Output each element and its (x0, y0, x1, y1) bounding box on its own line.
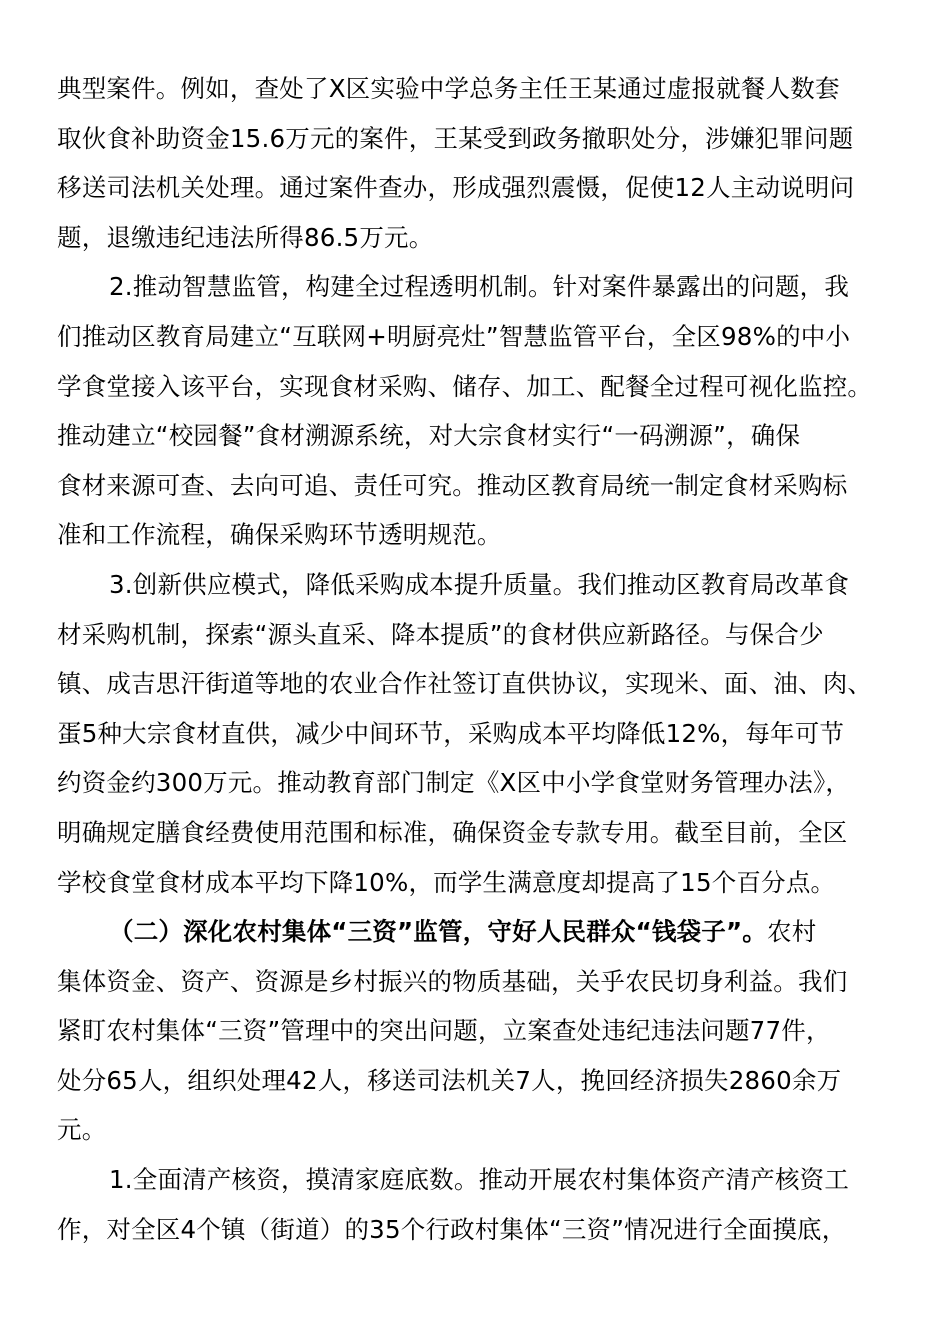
text-line: 材采购机制，探索“源头直采、降本提质”的食材供应新路径。与保合少 (57, 619, 824, 649)
paragraph-rural-assets (57, 907, 905, 1155)
heading-trailing-text: 农村 (767, 917, 817, 947)
text-line: 学食堂接入该平台，实现食材采购、储存、加工、配餐全过程可视化监控。 (57, 371, 873, 401)
text-line: 移送司法机关处理。通过案件查办，形成强烈震慑，促使12人主动说明问 (57, 173, 855, 203)
text-line: 明确规定膳食经费使用范围和标准，确保资金专款专用。截至目前，全区 (57, 817, 848, 847)
text-line: 作，对全区4个镇（街道）的35个行政村集体“三资”情况进行全面摸底， (57, 1214, 847, 1244)
text-line: 元。 (57, 1115, 107, 1145)
text-line: 3.创新供应模式，降低采购成本提升质量。我们推动区教育局改革食 (109, 569, 850, 599)
text-line: 蛋5种大宗食材直供，减少中间环节，采购成本平均降低12%，每年可节 (57, 718, 845, 748)
text-line: 处分65人，组织处理42人，移送司法机关7人，挽回经济损失2860余万 (57, 1065, 842, 1095)
text-line: 镇、成吉思汗街道等地的农业合作社签订直供协议，实现米、面、油、肉、 (57, 669, 873, 699)
text-line: 题，退缴违纪违法所得86.5万元。 (57, 222, 434, 252)
text-line: 食材来源可查、去向可追、责任可究。推动区教育局统一制定食材采购标 (57, 470, 848, 500)
paragraph-case-example (57, 64, 905, 262)
paragraph-asset-verification (57, 1155, 905, 1254)
text-line: 约资金约300万元。推动教育部门制定《X区中小学食堂财务管理办法》， (57, 768, 851, 798)
text-line: 们推动区教育局建立“互联网+明厨亮灶”智慧监管平台，全区98%的中小 (57, 321, 851, 351)
text-line: 集体资金、资产、资源是乡村振兴的物质基础，关乎农民切身利益。我们 (57, 966, 848, 996)
text-line: 推动建立“校园餐”食材溯源系统，对大宗食材实行“一码溯源”，确保 (57, 421, 801, 451)
text-line: 取伙食补助资金15.6万元的案件，王某受到政务撤职处分，涉嫌犯罪问题 (57, 123, 854, 153)
section-heading: （二）深化农村集体“三资”监管，守好人民群众“钱袋子”。 (109, 917, 768, 947)
text-line: 典型案件。例如，查处了X区实验中学总务主任王某通过虚报就餐人数套 (57, 74, 840, 103)
text-line: 学校食堂食材成本平均下降10%，而学生满意度却提高了15个百分点。 (57, 867, 836, 897)
text-line: 准和工作流程，确保采购环节透明规范。 (57, 520, 502, 550)
text-line: 2.推动智慧监管，构建全过程透明机制。针对案件暴露出的问题，我 (109, 272, 850, 302)
paragraph-smart-supervision (57, 262, 905, 560)
text-line: 紧盯农村集体“三资”管理中的突出问题，立案查处违纪违法问题77件， (57, 1016, 831, 1046)
document-page (57, 64, 905, 1254)
paragraph-supply-model (57, 560, 905, 907)
text-line: 1.全面清产核资，摸清家庭底数。推动开展农村集体资产清产核资工 (109, 1165, 850, 1195)
text-line (57, 907, 905, 957)
